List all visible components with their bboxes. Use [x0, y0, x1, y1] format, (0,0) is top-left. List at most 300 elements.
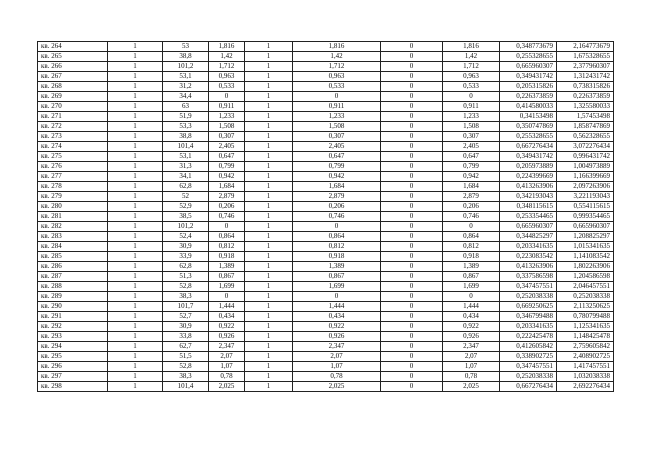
- coefficient-cell: 1: [245, 192, 293, 202]
- count-cell: 1: [108, 302, 163, 312]
- value-cell: 0,963: [209, 72, 245, 82]
- adjustment-cell: 0: [381, 102, 443, 112]
- subtotal-cell: 0,812: [443, 242, 500, 252]
- computed-value-cell: 1,444: [293, 302, 381, 312]
- table-row: [38, 172, 614, 182]
- count-cell: 1: [108, 252, 163, 262]
- count-cell: 1: [108, 162, 163, 172]
- area-cell: 52,8: [163, 282, 209, 292]
- computed-value-cell: 0,812: [293, 242, 381, 252]
- computed-value-cell: 0,647: [293, 152, 381, 162]
- subtotal-cell: 0,307: [443, 132, 500, 142]
- share-cell: 0,669250625: [500, 302, 557, 312]
- total-cell: 0,252038338: [557, 292, 614, 302]
- table-row: [38, 222, 614, 232]
- adjustment-cell: 0: [381, 142, 443, 152]
- table-row: [38, 202, 614, 212]
- share-cell: 0,347457551: [500, 362, 557, 372]
- apartment-cell: кв. 273: [38, 132, 108, 142]
- value-cell: 0,867: [209, 272, 245, 282]
- subtotal-cell: 1,233: [443, 112, 500, 122]
- apartment-cell: кв. 271: [38, 112, 108, 122]
- total-cell: 2,408902725: [557, 352, 614, 362]
- subtotal-cell: 0,963: [443, 72, 500, 82]
- value-cell: 0,434: [209, 312, 245, 322]
- subtotal-cell: 0,434: [443, 312, 500, 322]
- table-row: [38, 52, 614, 62]
- coefficient-cell: 1: [245, 342, 293, 352]
- value-cell: 0,812: [209, 242, 245, 252]
- coefficient-cell: 1: [245, 172, 293, 182]
- total-cell: 1,57453498: [557, 112, 614, 122]
- count-cell: 1: [108, 372, 163, 382]
- area-cell: 53,3: [163, 122, 209, 132]
- adjustment-cell: 0: [381, 72, 443, 82]
- apartment-cell: кв. 272: [38, 122, 108, 132]
- share-cell: 0,222425478: [500, 332, 557, 342]
- total-cell: 0,999354465: [557, 212, 614, 222]
- apartment-table: [37, 41, 614, 392]
- count-cell: 1: [108, 362, 163, 372]
- adjustment-cell: 0: [381, 52, 443, 62]
- adjustment-cell: 0: [381, 262, 443, 272]
- value-cell: 0,206: [209, 202, 245, 212]
- area-cell: 30,9: [163, 242, 209, 252]
- value-cell: 0,746: [209, 212, 245, 222]
- adjustment-cell: 0: [381, 62, 443, 72]
- share-cell: 0,205315826: [500, 82, 557, 92]
- subtotal-cell: 0,918: [443, 252, 500, 262]
- subtotal-cell: 0,799: [443, 162, 500, 172]
- share-cell: 0,342193043: [500, 192, 557, 202]
- subtotal-cell: 0,926: [443, 332, 500, 342]
- coefficient-cell: 1: [245, 122, 293, 132]
- subtotal-cell: 0,867: [443, 272, 500, 282]
- share-cell: 0,223083542: [500, 252, 557, 262]
- area-cell: 52: [163, 192, 209, 202]
- total-cell: 2,692276434: [557, 382, 614, 392]
- area-cell: 53,1: [163, 72, 209, 82]
- table-row: [38, 132, 614, 142]
- subtotal-cell: 0,864: [443, 232, 500, 242]
- value-cell: 0,78: [209, 372, 245, 382]
- area-cell: 31,2: [163, 82, 209, 92]
- value-cell: 2,025: [209, 382, 245, 392]
- computed-value-cell: 0,864: [293, 232, 381, 242]
- apartment-cell: кв. 294: [38, 342, 108, 352]
- total-cell: 1,032038338: [557, 372, 614, 382]
- share-cell: 0,413263906: [500, 182, 557, 192]
- computed-value-cell: 1,42: [293, 52, 381, 62]
- coefficient-cell: 1: [245, 282, 293, 292]
- subtotal-cell: 0,942: [443, 172, 500, 182]
- computed-value-cell: 0,963: [293, 72, 381, 82]
- apartment-cell: кв. 296: [38, 362, 108, 372]
- computed-value-cell: 0: [293, 222, 381, 232]
- total-cell: 1,141083542: [557, 252, 614, 262]
- share-cell: 0,349431742: [500, 72, 557, 82]
- computed-value-cell: 1,816: [293, 42, 381, 52]
- value-cell: 2,405: [209, 142, 245, 152]
- total-cell: 1,325580033: [557, 102, 614, 112]
- coefficient-cell: 1: [245, 62, 293, 72]
- share-cell: 0,414580033: [500, 102, 557, 112]
- coefficient-cell: 1: [245, 142, 293, 152]
- adjustment-cell: 0: [381, 282, 443, 292]
- computed-value-cell: 1,684: [293, 182, 381, 192]
- apartment-cell: кв. 277: [38, 172, 108, 182]
- value-cell: 0,799: [209, 162, 245, 172]
- adjustment-cell: 0: [381, 372, 443, 382]
- count-cell: 1: [108, 82, 163, 92]
- subtotal-cell: 2,405: [443, 142, 500, 152]
- adjustment-cell: 0: [381, 132, 443, 142]
- count-cell: 1: [108, 52, 163, 62]
- share-cell: 0,667276434: [500, 382, 557, 392]
- apartment-cell: кв. 266: [38, 62, 108, 72]
- adjustment-cell: 0: [381, 342, 443, 352]
- count-cell: 1: [108, 142, 163, 152]
- table-row: [38, 242, 614, 252]
- table-row: [38, 292, 614, 302]
- subtotal-cell: 0,206: [443, 202, 500, 212]
- computed-value-cell: 1,508: [293, 122, 381, 132]
- apartment-cell: кв. 278: [38, 182, 108, 192]
- area-cell: 52,7: [163, 312, 209, 322]
- coefficient-cell: 1: [245, 102, 293, 112]
- count-cell: 1: [108, 272, 163, 282]
- table-row: [38, 312, 614, 322]
- subtotal-cell: 2,025: [443, 382, 500, 392]
- value-cell: 2,07: [209, 352, 245, 362]
- share-cell: 0,349431742: [500, 152, 557, 162]
- count-cell: 1: [108, 202, 163, 212]
- table-row: [38, 112, 614, 122]
- count-cell: 1: [108, 262, 163, 272]
- apartment-cell: кв. 297: [38, 372, 108, 382]
- apartment-cell: кв. 283: [38, 232, 108, 242]
- apartment-cell: кв. 264: [38, 42, 108, 52]
- table-row: [38, 252, 614, 262]
- computed-value-cell: 2,07: [293, 352, 381, 362]
- computed-value-cell: 0,926: [293, 332, 381, 342]
- coefficient-cell: 1: [245, 112, 293, 122]
- subtotal-cell: 0,647: [443, 152, 500, 162]
- adjustment-cell: 0: [381, 292, 443, 302]
- subtotal-cell: 0,533: [443, 82, 500, 92]
- coefficient-cell: 1: [245, 152, 293, 162]
- subtotal-cell: 0,746: [443, 212, 500, 222]
- share-cell: 0,34153498: [500, 112, 557, 122]
- subtotal-cell: 0,922: [443, 322, 500, 332]
- total-cell: 1,166399669: [557, 172, 614, 182]
- share-cell: 0,413263906: [500, 262, 557, 272]
- table-row: [38, 182, 614, 192]
- apartment-cell: кв. 270: [38, 102, 108, 112]
- area-cell: 53: [163, 42, 209, 52]
- coefficient-cell: 1: [245, 292, 293, 302]
- total-cell: 3,072276434: [557, 142, 614, 152]
- table-row: [38, 322, 614, 332]
- coefficient-cell: 1: [245, 362, 293, 372]
- total-cell: 1,204586598: [557, 272, 614, 282]
- share-cell: 0,347457551: [500, 282, 557, 292]
- count-cell: 1: [108, 222, 163, 232]
- share-cell: 0,252038338: [500, 372, 557, 382]
- coefficient-cell: 1: [245, 72, 293, 82]
- adjustment-cell: 0: [381, 252, 443, 262]
- coefficient-cell: 1: [245, 132, 293, 142]
- total-cell: 2,377960307: [557, 62, 614, 72]
- apartment-cell: кв. 298: [38, 382, 108, 392]
- area-cell: 34,1: [163, 172, 209, 182]
- area-cell: 51,3: [163, 272, 209, 282]
- total-cell: 1,125341635: [557, 322, 614, 332]
- total-cell: 2,759605842: [557, 342, 614, 352]
- table-row: [38, 262, 614, 272]
- apartment-cell: кв. 276: [38, 162, 108, 172]
- area-cell: 38,5: [163, 212, 209, 222]
- subtotal-cell: 0: [443, 222, 500, 232]
- total-cell: 2,046457551: [557, 282, 614, 292]
- coefficient-cell: 1: [245, 222, 293, 232]
- table-row: [38, 272, 614, 282]
- computed-value-cell: 2,025: [293, 382, 381, 392]
- adjustment-cell: 0: [381, 202, 443, 212]
- total-cell: 2,097263906: [557, 182, 614, 192]
- area-cell: 34,4: [163, 92, 209, 102]
- count-cell: 1: [108, 102, 163, 112]
- total-cell: 1,858747869: [557, 122, 614, 132]
- table-row: [38, 372, 614, 382]
- table-row: [38, 102, 614, 112]
- apartment-cell: кв. 287: [38, 272, 108, 282]
- coefficient-cell: 1: [245, 262, 293, 272]
- count-cell: 1: [108, 92, 163, 102]
- computed-value-cell: 1,233: [293, 112, 381, 122]
- subtotal-cell: 1,444: [443, 302, 500, 312]
- apartment-cell: кв. 293: [38, 332, 108, 342]
- apartment-cell: кв. 289: [38, 292, 108, 302]
- count-cell: 1: [108, 212, 163, 222]
- total-cell: 1,675328655: [557, 52, 614, 62]
- value-cell: 0,922: [209, 322, 245, 332]
- table-row: [38, 302, 614, 312]
- subtotal-cell: 2,07: [443, 352, 500, 362]
- count-cell: 1: [108, 232, 163, 242]
- coefficient-cell: 1: [245, 82, 293, 92]
- subtotal-cell: 0,911: [443, 102, 500, 112]
- count-cell: 1: [108, 152, 163, 162]
- count-cell: 1: [108, 282, 163, 292]
- count-cell: 1: [108, 112, 163, 122]
- total-cell: 3,221193043: [557, 192, 614, 202]
- apartment-cell: кв. 280: [38, 202, 108, 212]
- coefficient-cell: 1: [245, 312, 293, 322]
- apartment-cell: кв. 275: [38, 152, 108, 162]
- adjustment-cell: 0: [381, 112, 443, 122]
- total-cell: 0,780799488: [557, 312, 614, 322]
- subtotal-cell: 2,347: [443, 342, 500, 352]
- table-row: [38, 122, 614, 132]
- apartment-cell: кв. 286: [38, 262, 108, 272]
- apartment-cell: кв. 290: [38, 302, 108, 312]
- coefficient-cell: 1: [245, 352, 293, 362]
- adjustment-cell: 0: [381, 222, 443, 232]
- total-cell: 1,015341635: [557, 242, 614, 252]
- value-cell: 1,42: [209, 52, 245, 62]
- subtotal-cell: 1,684: [443, 182, 500, 192]
- coefficient-cell: 1: [245, 232, 293, 242]
- total-cell: 1,004973889: [557, 162, 614, 172]
- adjustment-cell: 0: [381, 82, 443, 92]
- apartment-cell: кв. 279: [38, 192, 108, 202]
- computed-value-cell: 0: [293, 292, 381, 302]
- share-cell: 0,203341635: [500, 242, 557, 252]
- subtotal-cell: 1,712: [443, 62, 500, 72]
- computed-value-cell: 0,867: [293, 272, 381, 282]
- adjustment-cell: 0: [381, 122, 443, 132]
- computed-value-cell: 0,434: [293, 312, 381, 322]
- count-cell: 1: [108, 132, 163, 142]
- value-cell: 0,647: [209, 152, 245, 162]
- area-cell: 52,9: [163, 202, 209, 212]
- table-row: [38, 162, 614, 172]
- coefficient-cell: 1: [245, 272, 293, 282]
- count-cell: 1: [108, 172, 163, 182]
- area-cell: 101,2: [163, 222, 209, 232]
- total-cell: 0,665960307: [557, 222, 614, 232]
- total-cell: 1,802263906: [557, 262, 614, 272]
- adjustment-cell: 0: [381, 192, 443, 202]
- value-cell: 1,684: [209, 182, 245, 192]
- adjustment-cell: 0: [381, 92, 443, 102]
- computed-value-cell: 1,699: [293, 282, 381, 292]
- total-cell: 1,417457551: [557, 362, 614, 372]
- value-cell: 0,911: [209, 102, 245, 112]
- table-row: [38, 232, 614, 242]
- apartment-cell: кв. 282: [38, 222, 108, 232]
- count-cell: 1: [108, 352, 163, 362]
- area-cell: 101,4: [163, 382, 209, 392]
- total-cell: 1,312431742: [557, 72, 614, 82]
- table-body: [38, 42, 614, 392]
- table-row: [38, 332, 614, 342]
- document-page: [37, 41, 614, 392]
- subtotal-cell: 1,699: [443, 282, 500, 292]
- value-cell: 0: [209, 92, 245, 102]
- computed-value-cell: 0,746: [293, 212, 381, 222]
- area-cell: 62,8: [163, 262, 209, 272]
- adjustment-cell: 0: [381, 182, 443, 192]
- computed-value-cell: 0,307: [293, 132, 381, 142]
- adjustment-cell: 0: [381, 232, 443, 242]
- value-cell: 0,307: [209, 132, 245, 142]
- table-row: [38, 352, 614, 362]
- area-cell: 63: [163, 102, 209, 112]
- table-row: [38, 152, 614, 162]
- adjustment-cell: 0: [381, 302, 443, 312]
- count-cell: 1: [108, 72, 163, 82]
- computed-value-cell: 2,405: [293, 142, 381, 152]
- share-cell: 0,203341635: [500, 322, 557, 332]
- area-cell: 101,2: [163, 62, 209, 72]
- subtotal-cell: 0,78: [443, 372, 500, 382]
- area-cell: 38,8: [163, 52, 209, 62]
- share-cell: 0,665960307: [500, 62, 557, 72]
- count-cell: 1: [108, 332, 163, 342]
- share-cell: 0,224399669: [500, 172, 557, 182]
- computed-value-cell: 1,07: [293, 362, 381, 372]
- apartment-cell: кв. 265: [38, 52, 108, 62]
- table-row: [38, 192, 614, 202]
- share-cell: 0,344825297: [500, 232, 557, 242]
- adjustment-cell: 0: [381, 172, 443, 182]
- subtotal-cell: 1,389: [443, 262, 500, 272]
- value-cell: 0,533: [209, 82, 245, 92]
- share-cell: 0,226373859: [500, 92, 557, 102]
- total-cell: 1,148425478: [557, 332, 614, 342]
- area-cell: 38,3: [163, 372, 209, 382]
- subtotal-cell: 1,508: [443, 122, 500, 132]
- coefficient-cell: 1: [245, 372, 293, 382]
- share-cell: 0,412605842: [500, 342, 557, 352]
- value-cell: 2,347: [209, 342, 245, 352]
- coefficient-cell: 1: [245, 52, 293, 62]
- computed-value-cell: 1,712: [293, 62, 381, 72]
- value-cell: 1,444: [209, 302, 245, 312]
- total-cell: 0,562328655: [557, 132, 614, 142]
- computed-value-cell: 0,533: [293, 82, 381, 92]
- adjustment-cell: 0: [381, 162, 443, 172]
- share-cell: 0,346799488: [500, 312, 557, 322]
- apartment-cell: кв. 281: [38, 212, 108, 222]
- area-cell: 101,4: [163, 142, 209, 152]
- coefficient-cell: 1: [245, 382, 293, 392]
- coefficient-cell: 1: [245, 332, 293, 342]
- table-row: [38, 82, 614, 92]
- computed-value-cell: 1,389: [293, 262, 381, 272]
- subtotal-cell: 1,07: [443, 362, 500, 372]
- coefficient-cell: 1: [245, 252, 293, 262]
- count-cell: 1: [108, 292, 163, 302]
- total-cell: 0,226373859: [557, 92, 614, 102]
- table-row: [38, 142, 614, 152]
- count-cell: 1: [108, 312, 163, 322]
- share-cell: 0,338902725: [500, 352, 557, 362]
- adjustment-cell: 0: [381, 362, 443, 372]
- value-cell: 0,918: [209, 252, 245, 262]
- total-cell: 0,996431742: [557, 152, 614, 162]
- value-cell: 0,942: [209, 172, 245, 182]
- value-cell: 1,07: [209, 362, 245, 372]
- apartment-cell: кв. 292: [38, 322, 108, 332]
- coefficient-cell: 1: [245, 242, 293, 252]
- value-cell: 1,508: [209, 122, 245, 132]
- value-cell: 1,712: [209, 62, 245, 72]
- computed-value-cell: 0,799: [293, 162, 381, 172]
- share-cell: 0,252038338: [500, 292, 557, 302]
- coefficient-cell: 1: [245, 182, 293, 192]
- value-cell: 1,233: [209, 112, 245, 122]
- area-cell: 52,4: [163, 232, 209, 242]
- table-row: [38, 282, 614, 292]
- value-cell: 2,879: [209, 192, 245, 202]
- table-row: [38, 212, 614, 222]
- computed-value-cell: 0: [293, 92, 381, 102]
- apartment-cell: кв. 268: [38, 82, 108, 92]
- apartment-cell: кв. 288: [38, 282, 108, 292]
